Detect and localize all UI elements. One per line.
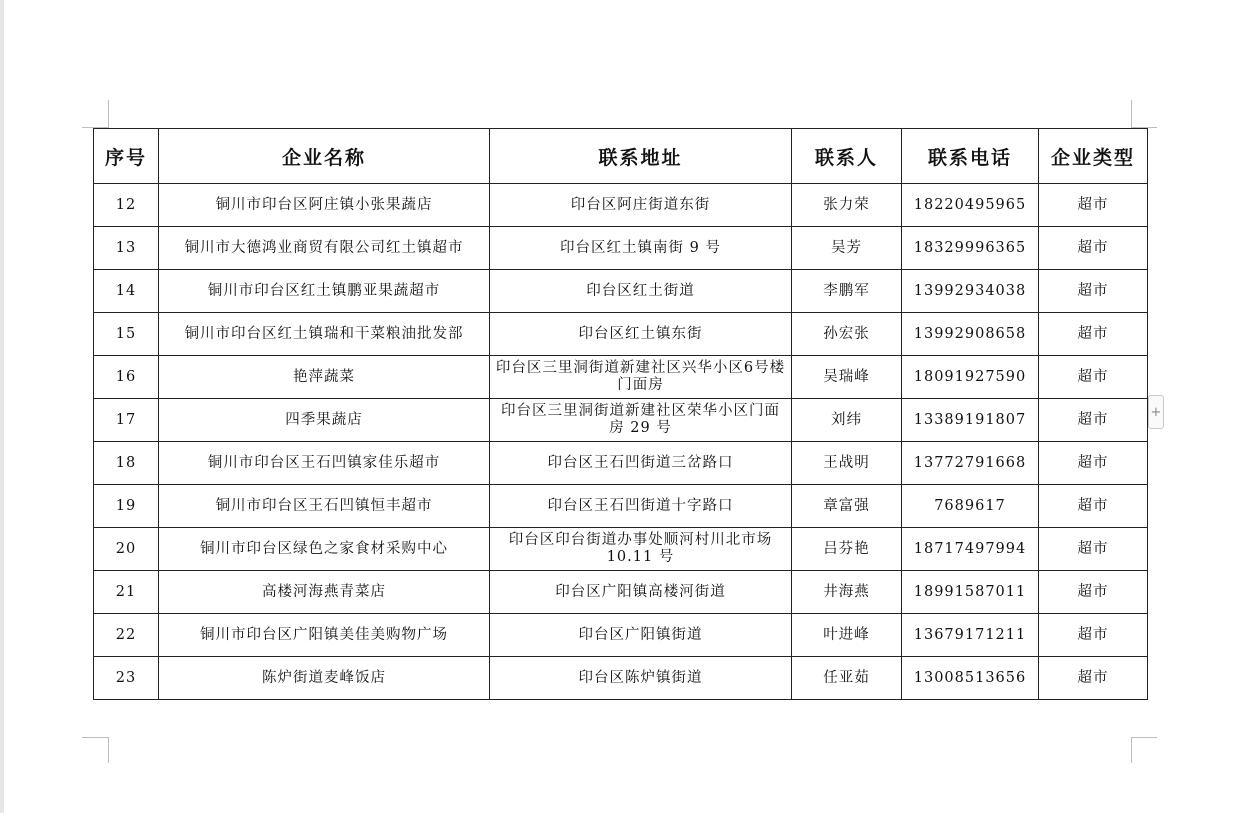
cell-contact-person[interactable]: 吴瑞峰 (792, 356, 902, 399)
cell-phone[interactable]: 7689617 (902, 485, 1039, 528)
cell-phone[interactable]: 18717497994 (902, 528, 1039, 571)
cell-phone[interactable]: 13992908658 (902, 313, 1039, 356)
cell-address[interactable]: 印台区阿庄街道东街 (490, 184, 792, 227)
cell-phone[interactable]: 13772791668 (902, 442, 1039, 485)
cell-company-name[interactable]: 陈炉街道麦峰饭店 (159, 657, 490, 700)
table-row (94, 184, 1148, 227)
add-row-button[interactable] (1148, 395, 1164, 429)
cell-phone[interactable]: 13992934038 (902, 270, 1039, 313)
cell-address[interactable]: 印台区红土镇南街 9 号 (490, 227, 792, 270)
cell-company-name[interactable]: 铜川市大德鸿业商贸有限公司红土镇超市 (159, 227, 490, 270)
cell-contact-person[interactable]: 王战明 (792, 442, 902, 485)
header-company-type[interactable]: 企业类型 (1039, 129, 1148, 184)
crop-mark-bottom-left-vertical (108, 737, 109, 763)
cell-company-type[interactable]: 超市 (1039, 399, 1148, 442)
cell-company-type[interactable]: 超市 (1039, 528, 1148, 571)
table-row (94, 571, 1148, 614)
cell-phone[interactable]: 18220495965 (902, 184, 1039, 227)
cell-address[interactable]: 印台区王石凹街道十字路口 (490, 485, 792, 528)
cell-company-type[interactable]: 超市 (1039, 356, 1148, 399)
cell-address[interactable]: 印台区三里洞街道新建社区兴华小区6号楼门面房 (490, 356, 792, 399)
cell-index[interactable]: 17 (94, 399, 159, 442)
cell-company-name[interactable]: 四季果蔬店 (159, 399, 490, 442)
cell-address[interactable]: 印台区广阳镇高楼河街道 (490, 571, 792, 614)
crop-mark-top-left-vertical (108, 100, 109, 128)
table-header-row (94, 129, 1148, 184)
cell-phone[interactable]: 13008513656 (902, 657, 1039, 700)
table-row (94, 399, 1148, 442)
cell-contact-person[interactable]: 张力荣 (792, 184, 902, 227)
cell-index[interactable]: 16 (94, 356, 159, 399)
header-contact-person[interactable]: 联系人 (792, 129, 902, 184)
cell-company-name[interactable]: 铜川市印台区王石凹镇家佳乐超市 (159, 442, 490, 485)
cell-contact-person[interactable]: 刘纬 (792, 399, 902, 442)
crop-mark-top-right-vertical (1131, 100, 1132, 128)
cell-company-type[interactable]: 超市 (1039, 313, 1148, 356)
table-row (94, 657, 1148, 700)
cell-index[interactable]: 21 (94, 571, 159, 614)
header-index[interactable]: 序号 (94, 129, 159, 184)
cell-phone[interactable]: 13389191807 (902, 399, 1039, 442)
enterprise-table (93, 128, 1148, 700)
cell-phone[interactable]: 18091927590 (902, 356, 1039, 399)
cell-phone[interactable]: 18329996365 (902, 227, 1039, 270)
cell-company-name[interactable]: 艳萍蔬菜 (159, 356, 490, 399)
cell-company-type[interactable]: 超市 (1039, 571, 1148, 614)
cell-contact-person[interactable]: 李鹏军 (792, 270, 902, 313)
crop-mark-bottom-right-vertical (1131, 737, 1132, 763)
table-row (94, 227, 1148, 270)
table-row (94, 614, 1148, 657)
cell-phone[interactable]: 18991587011 (902, 571, 1039, 614)
table-row (94, 442, 1148, 485)
cell-company-name[interactable]: 高楼河海燕青菜店 (159, 571, 490, 614)
cell-company-name[interactable]: 铜川市印台区红土镇鹏亚果蔬超市 (159, 270, 490, 313)
cell-address[interactable]: 印台区陈炉镇街道 (490, 657, 792, 700)
plus-icon: + (1150, 404, 1162, 420)
cell-company-name[interactable]: 铜川市印台区广阳镇美佳美购物广场 (159, 614, 490, 657)
cell-company-type[interactable]: 超市 (1039, 270, 1148, 313)
cell-company-type[interactable]: 超市 (1039, 184, 1148, 227)
cell-company-type[interactable]: 超市 (1039, 657, 1148, 700)
page-edge-shadow (0, 0, 4, 813)
cell-contact-person[interactable]: 叶进峰 (792, 614, 902, 657)
cell-address[interactable]: 印台区红土镇东街 (490, 313, 792, 356)
header-company-name[interactable]: 企业名称 (159, 129, 490, 184)
cell-company-name[interactable]: 铜川市印台区红土镇瑞和干菜粮油批发部 (159, 313, 490, 356)
header-address[interactable]: 联系地址 (490, 129, 792, 184)
cell-company-type[interactable]: 超市 (1039, 442, 1148, 485)
cell-company-name[interactable]: 铜川市印台区王石凹镇恒丰超市 (159, 485, 490, 528)
cell-address[interactable]: 印台区王石凹街道三岔路口 (490, 442, 792, 485)
cell-index[interactable]: 18 (94, 442, 159, 485)
header-phone[interactable]: 联系电话 (902, 129, 1039, 184)
cell-contact-person[interactable]: 任亚茹 (792, 657, 902, 700)
cell-index[interactable]: 14 (94, 270, 159, 313)
cell-address[interactable]: 印台区红土街道 (490, 270, 792, 313)
cell-company-type[interactable]: 超市 (1039, 227, 1148, 270)
table-row (94, 270, 1148, 313)
cell-address[interactable]: 印台区印台街道办事处顺河村川北市场10.11 号 (490, 528, 792, 571)
cell-phone[interactable]: 13679171211 (902, 614, 1039, 657)
cell-company-name[interactable]: 铜川市印台区阿庄镇小张果蔬店 (159, 184, 490, 227)
cell-index[interactable]: 20 (94, 528, 159, 571)
cell-index[interactable]: 15 (94, 313, 159, 356)
cell-index[interactable]: 22 (94, 614, 159, 657)
cell-contact-person[interactable]: 吴芳 (792, 227, 902, 270)
cell-company-name[interactable]: 铜川市印台区绿色之家食材采购中心 (159, 528, 490, 571)
cell-index[interactable]: 12 (94, 184, 159, 227)
table-row (94, 528, 1148, 571)
cell-address[interactable]: 印台区三里洞街道新建社区荣华小区门面房 29 号 (490, 399, 792, 442)
table-row (94, 313, 1148, 356)
cell-index[interactable]: 19 (94, 485, 159, 528)
table-row (94, 485, 1148, 528)
cell-contact-person[interactable]: 章富强 (792, 485, 902, 528)
table-row (94, 356, 1148, 399)
cell-company-type[interactable]: 超市 (1039, 614, 1148, 657)
cell-contact-person[interactable]: 井海燕 (792, 571, 902, 614)
cell-contact-person[interactable]: 吕芬艳 (792, 528, 902, 571)
cell-address[interactable]: 印台区广阳镇街道 (490, 614, 792, 657)
cell-company-type[interactable]: 超市 (1039, 485, 1148, 528)
cell-contact-person[interactable]: 孙宏张 (792, 313, 902, 356)
cell-index[interactable]: 13 (94, 227, 159, 270)
crop-mark-bottom-right-horizontal (1131, 737, 1157, 738)
crop-mark-bottom-left-horizontal (82, 737, 108, 738)
cell-index[interactable]: 23 (94, 657, 159, 700)
